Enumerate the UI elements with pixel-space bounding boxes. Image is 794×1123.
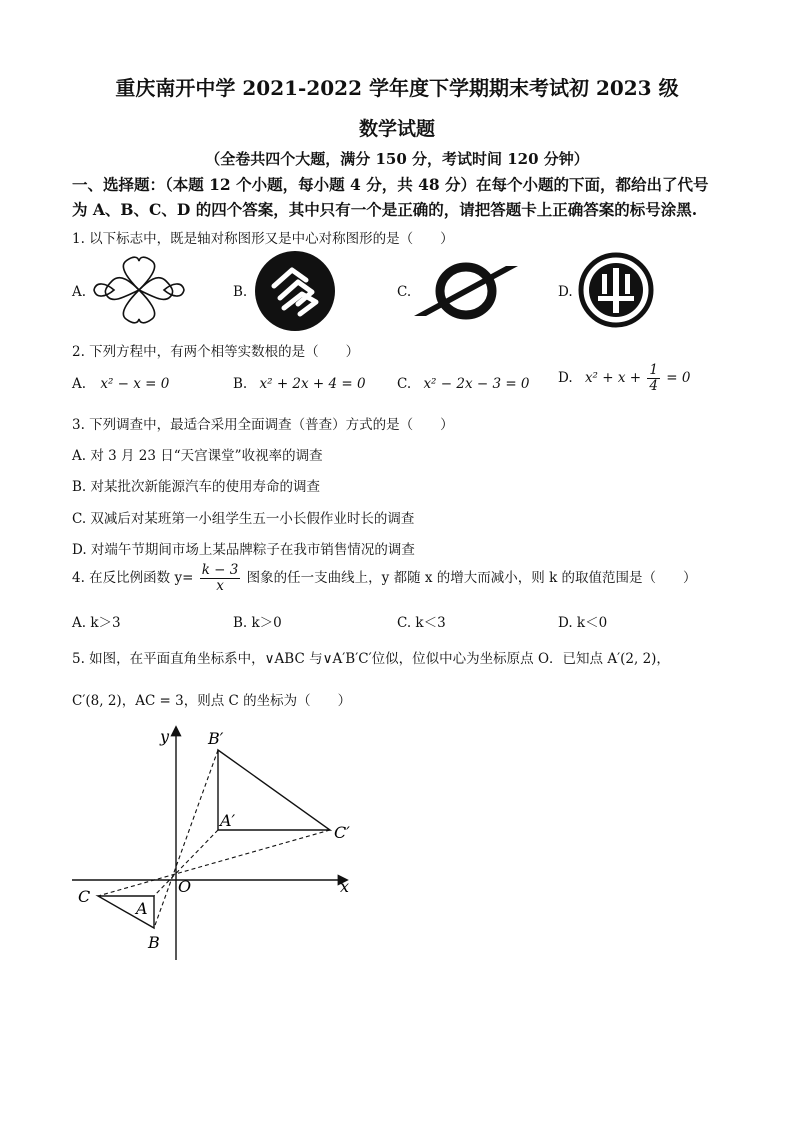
chinamobile-logo-icon xyxy=(254,250,336,332)
homothety-dashed-lines xyxy=(98,750,330,928)
q4-option-c: C. k＜3 xyxy=(397,615,446,631)
q4-option-b: B. k＞0 xyxy=(233,615,282,631)
q2-option-a xyxy=(72,376,169,392)
label-b-prime: B′ xyxy=(208,729,224,748)
q3-stem: 3. 下列调查中，最适合采用全面调查（普查）方式的是（ ） xyxy=(72,417,454,433)
q3-option-a: A. 对 3 月 23 日“天宫课堂”收视率的调查 xyxy=(72,448,323,464)
exam-title: 重庆南开中学 2021-2022 学年度下学期期末考试初 2023 级 xyxy=(115,76,679,100)
section-heading-line2: 为 A、B、C、D 的四个答案，其中只有一个是正确的，请把答题卡上正确答案的标号涂黑. xyxy=(72,200,698,219)
q4-fraction xyxy=(200,563,241,594)
knot-logo-icon xyxy=(90,253,188,327)
q2-option-d-label: D. xyxy=(558,370,573,386)
label-b: B xyxy=(148,933,160,952)
label-origin: O xyxy=(178,877,192,896)
q4-stem-pre: 4. 在反比例函数 y= xyxy=(72,570,194,586)
q3-option-d: D. 对端午节期间市场上某品牌粽子在我市销售情况的调查 xyxy=(72,542,415,558)
label-x-axis: x xyxy=(340,877,350,896)
q5-stem-line2: C′(8, 2)，AC = 3，则点 C 的坐标为（ ） xyxy=(72,693,352,709)
q2-option-d-numerator: 1 xyxy=(649,362,658,378)
subject-title: 数学试题 xyxy=(358,118,435,140)
q4-numerator: k − 3 xyxy=(201,562,239,578)
q2-option-b xyxy=(233,376,366,392)
label-c: C xyxy=(78,887,91,906)
q1-option-b-label: B. xyxy=(233,284,248,300)
q4-stem-post: 图象的任一支曲线上，y 都随 x 的增大而减小，则 k 的取值范围是（ ） xyxy=(246,570,697,586)
q4-option-d: D. k＜0 xyxy=(558,615,608,631)
q2-option-c xyxy=(397,376,530,392)
q2-option-c-label: C. xyxy=(397,376,412,392)
q1-option-a-label: A. xyxy=(72,284,87,300)
q2-option-d-fraction xyxy=(647,363,660,394)
exam-note: （全卷共四个大题，满分 150 分，考试时间 120 分钟） xyxy=(205,150,589,168)
q3-option-b: B. 对某批次新能源汽车的使用寿命的调查 xyxy=(72,479,321,495)
q4-option-a: A. k＞3 xyxy=(72,615,121,631)
q2-option-a-label: A. xyxy=(72,376,87,392)
q2-option-b-expr: x² + 2x + 4 = 0 xyxy=(259,376,366,392)
q2-option-a-expr: x² − x = 0 xyxy=(100,376,170,392)
q5-similar-triangles-figure xyxy=(70,720,370,970)
label-c-prime: C′ xyxy=(334,823,350,842)
label-a: A xyxy=(136,899,148,918)
q3-option-c: C. 双减后对某班第一小组学生五一小长假作业时长的调查 xyxy=(72,511,415,527)
q4-stem xyxy=(72,563,697,594)
q1-stem: 1. 以下标志中，既是轴对称图形又是中心对称图形的是（ ） xyxy=(72,231,454,247)
q2-option-d-pre: x² + x + xyxy=(584,370,642,386)
q2-option-d-denominator: 4 xyxy=(649,378,658,394)
q2-option-b-label: B. xyxy=(233,376,248,392)
q1-option-c-label: C. xyxy=(397,284,412,300)
q2-option-d xyxy=(558,363,690,394)
q4-denominator: x xyxy=(216,578,224,594)
section-heading-line1: 一、选择题：（本题 12 个小题，每小题 4 分，共 48 分）在每个小题的下面，都给出了代号 xyxy=(72,175,709,194)
q5-stem-line1: 5. 如图，在平面直角坐标系中，∨ABC 与∨A′B′C′位似，位似中心为坐标原点 O．已知点 A′(2, 2)， xyxy=(72,651,670,667)
label-y-axis: y xyxy=(160,727,170,746)
slash-circle-logo-icon xyxy=(414,262,518,320)
q2-option-d-post: = 0 xyxy=(666,370,691,386)
q2-option-c-expr: x² − 2x − 3 = 0 xyxy=(423,376,530,392)
label-a-prime: A′ xyxy=(220,811,236,830)
q2-stem: 2. 下列方程中，有两个相等实数根的是（ ） xyxy=(72,344,360,360)
q1-option-d-label: D. xyxy=(558,284,573,300)
agricultural-bank-logo-icon xyxy=(578,252,654,328)
